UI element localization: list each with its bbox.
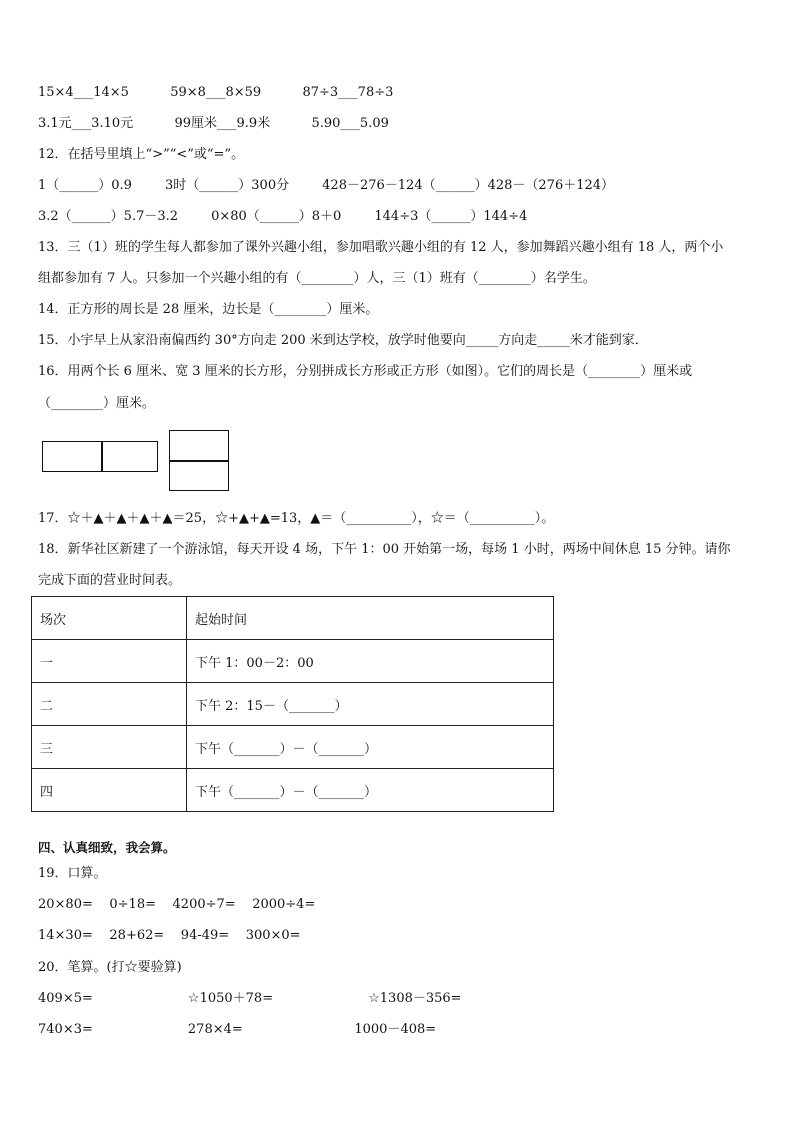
section-4-heading: 四、认真细致，我会算。	[38, 840, 176, 855]
question-20-row-2: 740×3= 278×4= 1000－408=	[38, 1022, 437, 1037]
table-cell: 下午 2：15－（_______）	[187, 683, 554, 726]
table-header-row	[32, 597, 554, 640]
table-header-cell: 场次	[32, 597, 187, 640]
table-cell: 下午 1：00－2：00	[187, 640, 554, 683]
table-cell: 三	[32, 726, 187, 769]
table-row	[32, 769, 554, 812]
question-18-line-2: 完成下面的营业时间表。	[38, 573, 182, 588]
figure-wide-rect-right	[101, 441, 158, 472]
question-15: 15．小宇早上从家沿南偏西约 30°方向走 200 米到达学校，放学时他要向_____方向走_____米才能到家．	[38, 333, 648, 348]
question-12-row-1: 1（______）0.9 3时（______）300分 428－276－124（______）428－（276＋124）	[38, 178, 615, 193]
question-17: 17．☆＋▲＋▲＋▲＋▲＝25，☆+▲+▲=13，▲＝（__________），☆＝（__________）。	[38, 511, 555, 526]
figure-wide-rect-left	[42, 441, 103, 472]
question-19-row-1: 20×80= 0÷18= 4200÷7= 2000÷4=	[38, 897, 316, 912]
schedule-table	[31, 596, 554, 812]
figure-square-top	[169, 430, 229, 462]
question-13-line-1: 13．三（1）班的学生每人都参加了课外兴趣小组，参加唱歌兴趣小组的有 12 人，参加舞蹈兴趣小组有 18 人，两个小	[38, 240, 724, 255]
question-16-line-1: 16．用两个长 6 厘米、宽 3 厘米的长方形，分别拼成长方形或正方形（如图）。它们的周长是（________）厘米或	[38, 364, 693, 379]
question-12-row-2: 3.2（______）5.7－3.2 0×80（______）8＋0 144÷3（______）144÷4	[38, 209, 528, 224]
figure-square-bottom	[169, 460, 229, 491]
table-row	[32, 726, 554, 769]
question-12: 12．在括号里填上“>”“<”或“=”。	[38, 147, 245, 162]
question-20-row-1: 409×5= ☆1050＋78= ☆1308－356=	[38, 991, 462, 1006]
table-cell: 下午（_______）－（_______）	[187, 769, 554, 812]
question-20: 20．笔算。(打☆要验算)	[38, 960, 182, 975]
question-18-line-1: 18．新华社区新建了一个游泳馆，每天开设 4 场，下午 1：00 开始第一场，每场 1 小时，两场中间休息 15 分钟。请你	[38, 542, 731, 557]
table-cell: 一	[32, 640, 187, 683]
table-cell: 四	[32, 769, 187, 812]
line-compare-1: 15×4___14×5 59×8___8×59 87÷3___78÷3	[38, 85, 394, 100]
table-header-cell: 起始时间	[187, 597, 554, 640]
table-cell: 二	[32, 683, 187, 726]
table-row	[32, 683, 554, 726]
question-16-line-2: （________）厘米。	[38, 396, 156, 411]
line-compare-2: 3.1元___3.10元 99厘米___9.9米 5.90___5.09	[38, 116, 389, 131]
question-19-row-2: 14×30= 28+62= 94-49= 300×0=	[38, 928, 301, 943]
table-cell: 下午（_______）－（_______）	[187, 726, 554, 769]
question-19: 19．口算。	[38, 866, 107, 881]
question-14: 14．正方形的周长是 28 厘米，边长是（________）厘米。	[38, 302, 379, 317]
question-13-line-2: 组都参加有 7 人。只参加一个兴趣小组的有（________）人，三（1）班有（________）名学生。	[38, 271, 596, 286]
table-row	[32, 640, 554, 683]
